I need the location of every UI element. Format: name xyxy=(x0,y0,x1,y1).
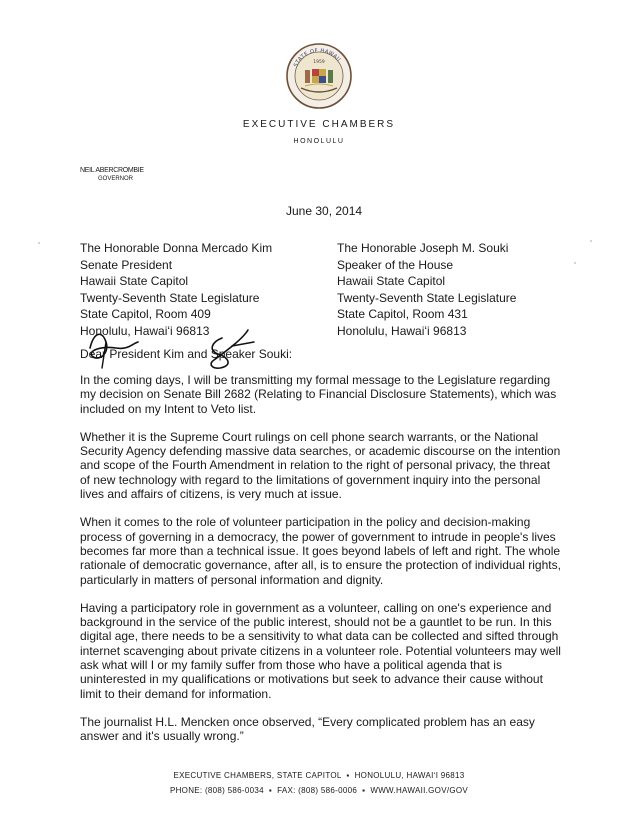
footer-phone: PHONE: (808) 586-0034 xyxy=(169,786,264,795)
recipient-left-line: State Capitol, Room 409 xyxy=(80,307,211,321)
footer-separator: ▪ xyxy=(266,786,275,795)
recipient-right-block xyxy=(337,240,516,339)
recipient-left-line: Honolulu, Hawaiʻi 96813 xyxy=(80,323,210,338)
governor-title: GOVERNOR xyxy=(98,176,134,182)
recipient-left-line: Twenty-Seventh State Legislature xyxy=(80,290,260,305)
recipient-right-line: Hawaii State Capitol xyxy=(337,274,446,288)
recipient-left-line: Senate President xyxy=(80,257,173,272)
letter-body xyxy=(80,373,562,758)
body-paragraph: Having a participatory role in government as a volunteer, calling on one's experience and background in the service of the public interest, should not be a gauntlet to be run. In this digital age, there needs to be a sensitivity to what data can be collected and sifted through internet scavenging about private citizens in a volunteer role. Potential volunteers may well ask what will I or my family suffer from those who have a political agenda that is uninterested in my qualifications or motivations but seek to advance their cause without limit to their demand for information. xyxy=(80,600,561,701)
body-paragraph: In the coming days, I will be transmitting my formal message to the Legislature regarding my decision on Senate Bill 2682 (Relating to Financial Disclosure Statements), which was included on my Intent to Veto list. xyxy=(80,373,557,416)
state-seal-icon xyxy=(285,42,353,110)
recipient-right-line: Honolulu, Hawaiʻi 96813 xyxy=(337,323,467,338)
recipient-right-line: State Capitol, Room 431 xyxy=(337,307,468,321)
recipient-right-line: The Honorable Joseph M. Souki xyxy=(337,241,509,255)
recipient-left-line: The Honorable Donna Mercado Kim xyxy=(80,241,273,255)
header-office: EXECUTIVE CHAMBERS xyxy=(242,119,396,130)
body-paragraph: Whether it is the Supreme Court rulings on cell phone search warrants, or the National Security Agency defending massive data searches, or academic discourse on the intention and scope of the Fourth Amendment in relation to the right of personal privacy, the threat of new technology with regard to the limitations of government inquiry into the personal lives and affairs of citizens, is very much at issue. xyxy=(80,429,561,502)
recipient-right-line: Speaker of the House xyxy=(337,257,454,272)
letter-date: June 30, 2014 xyxy=(286,204,363,218)
body-paragraph: When it comes to the role of volunteer participation in the policy and decision-making process of governing in a democracy, the power of government to intrude in people's lives becomes far more than a technical issue. It goes beyond labels of left and right. The whole rationale of democratic governance, after all, is to ensure the protection of individual rights, particularly in matters of personal information and dignity. xyxy=(80,515,561,587)
footer-fax: FAX: (808) 586-0006 xyxy=(277,786,358,795)
footer-separator: ▪ xyxy=(343,771,353,780)
scan-speck xyxy=(590,240,592,242)
salutation: Dear President Kim and Speaker Souki: xyxy=(80,347,293,361)
recipient-right-line: Twenty-Seventh State Legislature xyxy=(337,290,517,305)
footer-website: WWW.HAWAII.GOV/GOV xyxy=(370,786,469,795)
seal-ring-text: STATE OF HAWAII xyxy=(293,47,342,69)
footer-address xyxy=(0,771,638,780)
header-city: HONOLULU xyxy=(293,138,345,145)
footer-address-part: HONOLULU, HAWAIʻI 96813 xyxy=(354,771,465,780)
footer-separator: ▪ xyxy=(359,786,368,795)
scan-speck xyxy=(574,262,576,264)
recipient-left-block xyxy=(80,240,272,339)
governor-name: NEIL ABERCROMBIE xyxy=(80,167,144,174)
footer-contact xyxy=(0,786,638,795)
scan-speck xyxy=(38,242,40,244)
body-paragraph: The journalist H.L. Mencken once observed, “Every complicated problem has an easy answer and it's usually wrong.” xyxy=(80,714,535,744)
seal-year: 1959 xyxy=(313,60,325,65)
footer-address-part: EXECUTIVE CHAMBERS, STATE CAPITOL xyxy=(173,771,342,780)
recipient-left-line: Hawaii State Capitol xyxy=(80,274,189,288)
